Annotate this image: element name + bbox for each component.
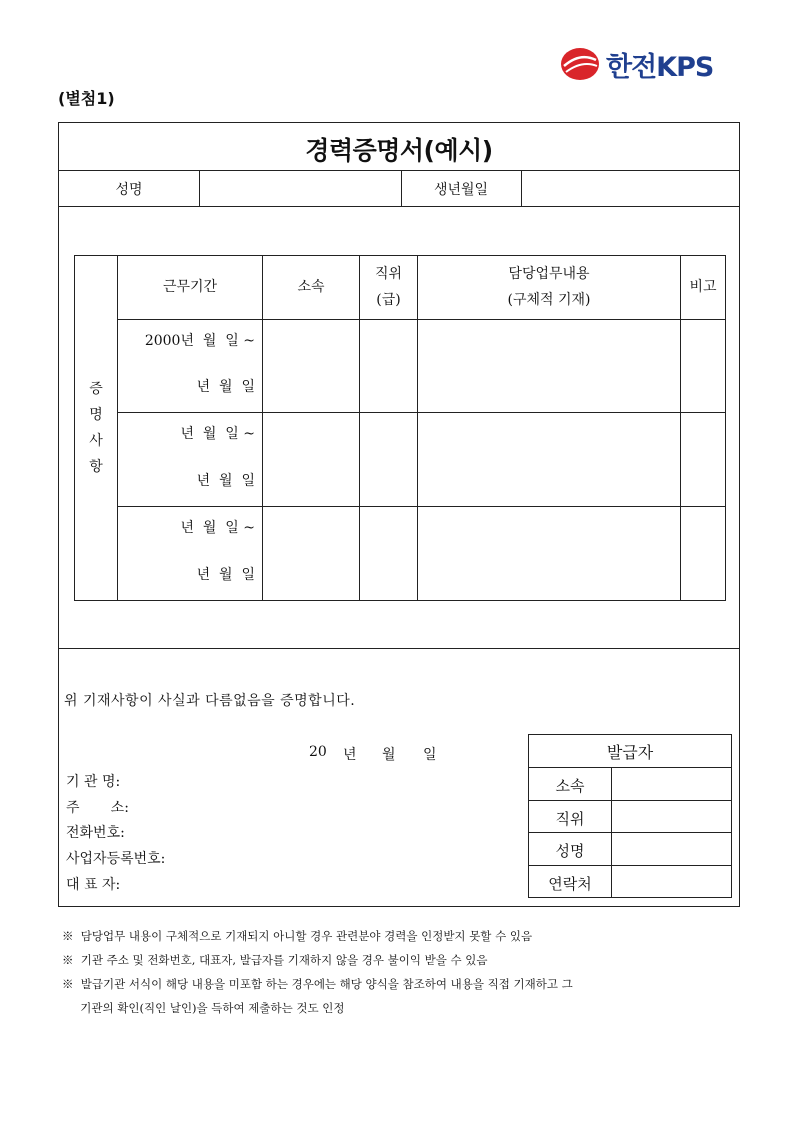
issuer-box xyxy=(528,734,732,898)
issue-day-unit: 일 xyxy=(423,747,437,763)
period-start: 년 월 일 ~ xyxy=(180,520,255,536)
annex-label: (별첨1) xyxy=(58,89,115,108)
header-remark: 비고 xyxy=(689,279,717,295)
name-label: 성명 xyxy=(115,182,143,198)
issuer-title: 발급자 xyxy=(606,743,654,762)
note-item: ※ 발급기관 서식이 해당 내용을 미포함 하는 경우에는 해당 양식을 참조하여 내용을 직접 기재하고 그 xyxy=(62,977,573,991)
header-duty-detail: (구체적 기재) xyxy=(507,292,591,308)
note-item: ※ 기관 주소 및 전화번호, 대표자, 발급자를 기재하지 않을 경우 불이익 받을 수 있음 xyxy=(62,953,488,967)
section-label-char: 사 xyxy=(89,433,103,449)
section-label-char: 항 xyxy=(89,459,103,475)
issuer-dept-label: 소속 xyxy=(555,777,585,795)
divider xyxy=(680,256,681,600)
period-start: 2000년 월 일 ~ xyxy=(144,333,255,349)
name-field[interactable] xyxy=(200,171,400,205)
note-item: ※ 담당업무 내용이 구체적으로 기재되지 아니할 경우 관련분야 경력을 인정받지 못할 수 있음 xyxy=(62,929,533,943)
issuer-contact-label: 연락처 xyxy=(548,875,592,893)
issuer-name-field[interactable] xyxy=(612,833,731,865)
divider xyxy=(117,412,725,413)
divider xyxy=(117,506,725,507)
section-label-char: 명 xyxy=(89,407,103,423)
career-table xyxy=(74,255,726,601)
header-position-grade: (급) xyxy=(376,292,401,308)
header-dept: 소속 xyxy=(297,279,325,295)
issuer-contact-field[interactable] xyxy=(612,866,731,897)
issue-year: 20 xyxy=(309,744,327,760)
birthdate-field[interactable] xyxy=(522,171,738,205)
header-period: 근무기간 xyxy=(162,279,218,295)
period-end: 년 월 일 xyxy=(196,379,255,395)
section-label xyxy=(75,376,117,480)
certification-statement: 위 기재사항이 사실과 다름없음을 증명합니다. xyxy=(64,693,356,709)
document-title: 경력증명서(예시) xyxy=(305,136,493,165)
logo-text: 한전KPS xyxy=(606,51,714,83)
kps-logo-mark-icon xyxy=(560,46,600,82)
issuer-position-label: 직위 xyxy=(555,810,585,828)
birthdate-label: 생년월일 xyxy=(433,182,489,198)
org-name-label: 기 관 명: xyxy=(66,774,121,790)
issuer-dept-field[interactable] xyxy=(612,768,731,800)
address-label: 주 소: xyxy=(66,800,129,816)
issuer-position-field[interactable] xyxy=(612,801,731,832)
phone-label: 전화번호: xyxy=(66,825,125,841)
period-end: 년 월 일 xyxy=(196,567,255,583)
header-position: 직위 xyxy=(374,266,403,282)
header-duty: 담당업무내용 xyxy=(508,266,590,282)
biz-reg-no-label: 사업자등록번호: xyxy=(66,851,166,867)
issue-year-unit: 년 xyxy=(343,747,357,763)
note-item: 기관의 확인(직인 날인)을 득하여 제출하는 것도 인정 xyxy=(62,1001,345,1015)
representative-label: 대 표 자: xyxy=(66,877,121,893)
notes xyxy=(62,924,762,1020)
divider xyxy=(117,319,725,320)
period-end: 년 월 일 xyxy=(196,473,255,489)
issue-month-unit: 월 xyxy=(382,747,396,763)
company-logo xyxy=(560,44,713,84)
divider xyxy=(59,648,739,649)
period-start: 년 월 일 ~ xyxy=(180,426,255,442)
issuer-name-label: 성명 xyxy=(555,842,585,860)
section-label-char: 증 xyxy=(89,381,103,397)
divider xyxy=(262,256,263,600)
divider xyxy=(59,206,739,207)
